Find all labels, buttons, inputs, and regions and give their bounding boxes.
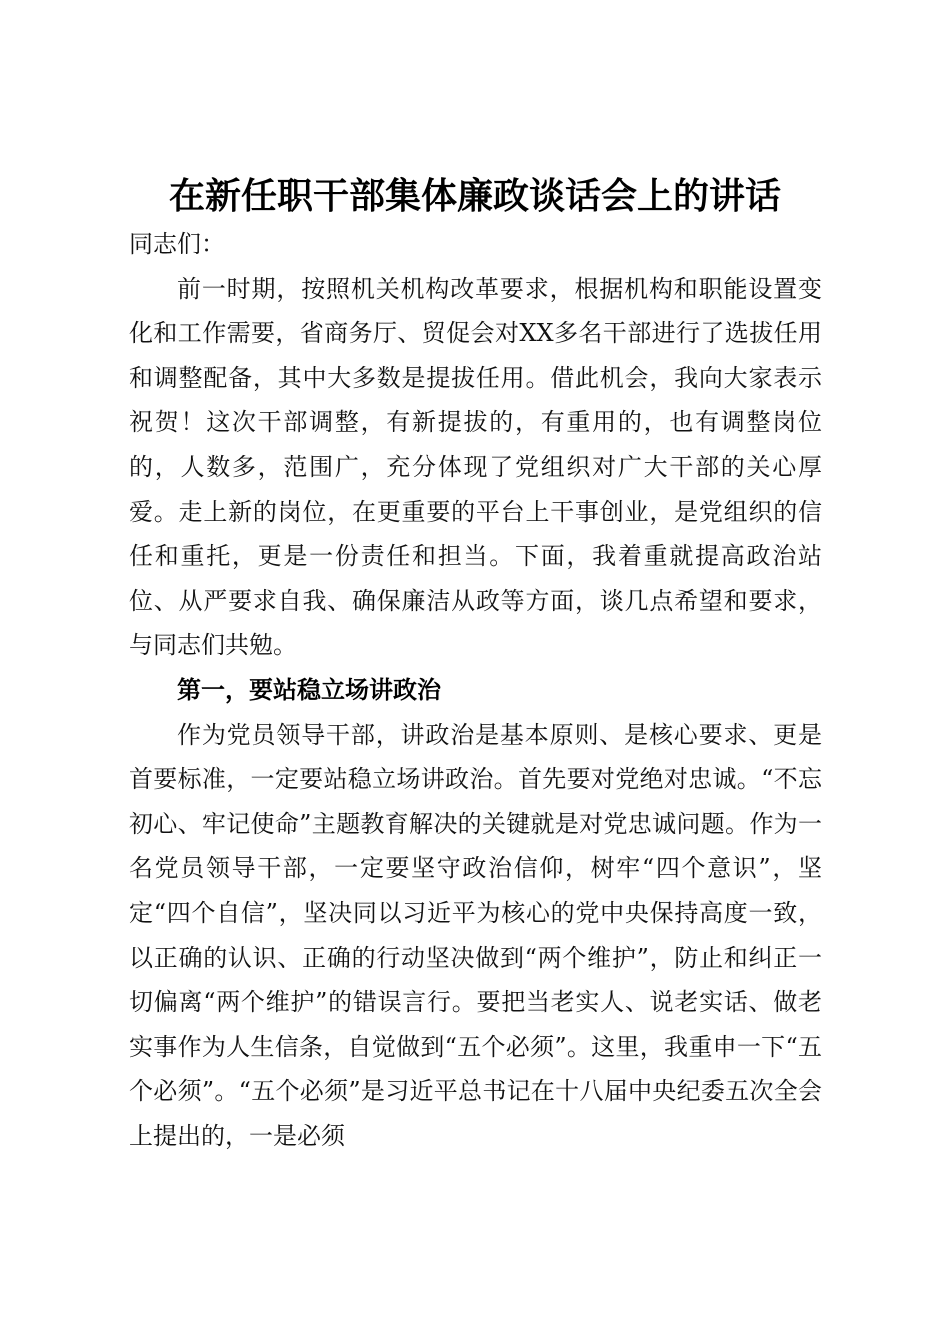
section-heading: 第一，要站稳立场讲政治 (177, 675, 441, 704)
page-title: 在新任职干部集体廉政谈话会上的讲话 (168, 175, 781, 218)
document-body (129, 222, 822, 1158)
paragraph-intro: 前一时期，按照机关机构改革要求，根据机构和职能设置变化和工作需要，省商务厅、贸促会对XX多名干部进行了选拔任用和调整配备，其中大多数是提拔任用。借此机会，我向大家表示祝贺！这次干部调整，有新提拔的，有重用的，也有调整岗位的，人数多，范围广，充分体现了党组织对广大干部的关心厚爱。走上新的岗位，在更重要的平台上干事创业，是党组织的信任和重托，更是一份责任和担当。下面，我着重就提高政治站位、从严要求自我、确保廉洁从政等方面，谈几点希望和要求，与同志们共勉。 (129, 274, 822, 660)
paragraph-politics: 作为党员领导干部，讲政治是基本原则、是核心要求、更是首要标准，一定要站稳立场讲政治。首先要对党绝对忠诚。“不忘初心、牢记使命”主题教育解决的关键就是对党忠诚问题。作为一名党员领导干部，一定要坚守政治信仰，树牢“四个意识”，坚定“四个自信”，坚决同以习近平为核心的党中央保持高度一致，以正确的认识、正确的行动坚决做到“两个维护”，防止和纠正一切偏离“两个维护”的错误言行。要把当老实人、说老实话、做老实事作为人生信条，自觉做到“五个必须”。这里，我重申一下“五个必须”。“五个必须”是习近平总书记在十八届中央纪委五次全会上提出的，一是必须 (129, 720, 822, 1150)
salutation: 同志们： (129, 230, 225, 258)
